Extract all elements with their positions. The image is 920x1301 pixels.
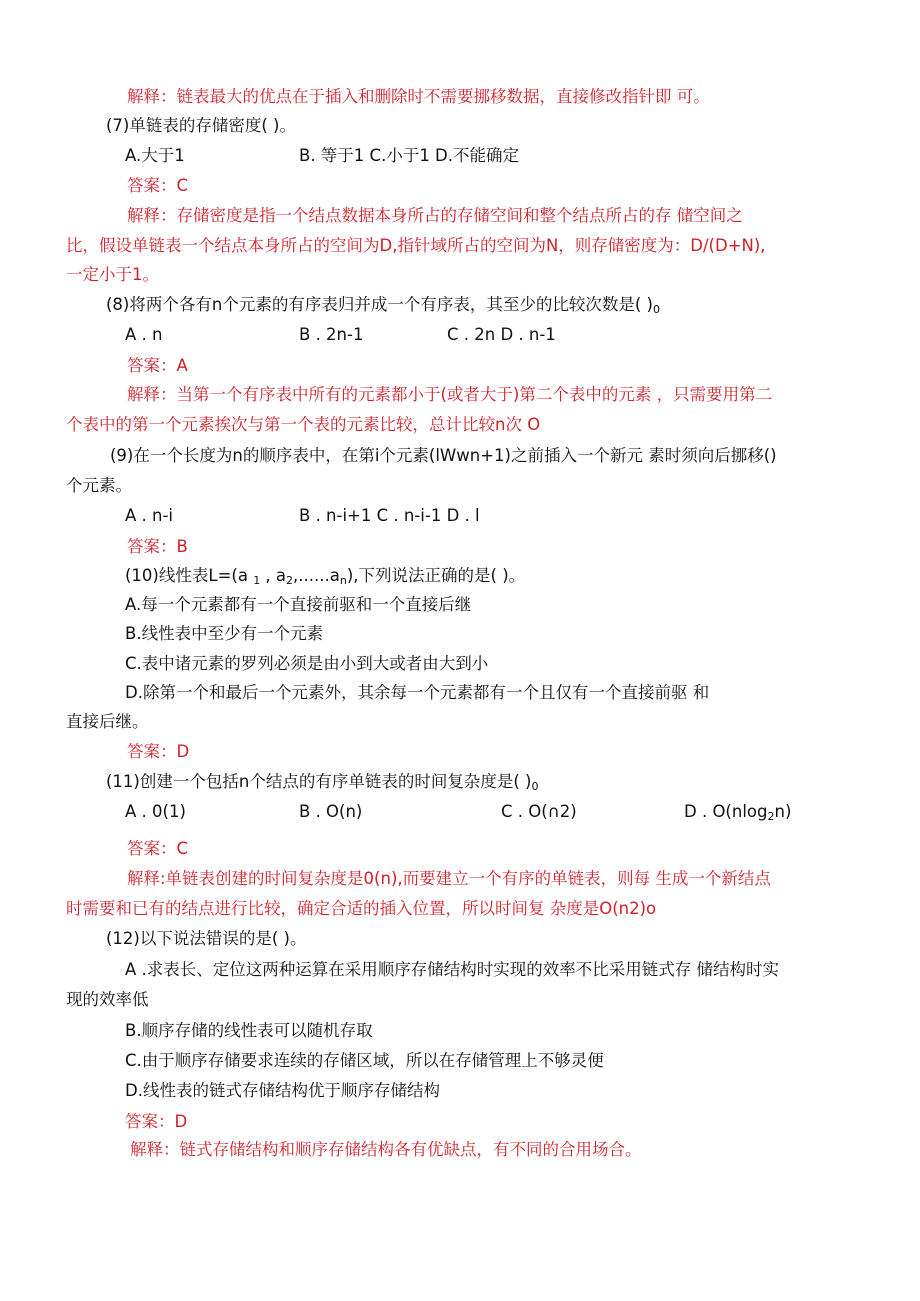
q7-option-a: A.大于1 [125,146,185,165]
q10-stem-mid-2: ,......a [293,566,340,585]
q11-stem-text: (11)创建一个包括n个结点的有序单链表的时间复杂度是( ) [106,772,532,791]
q11-options [125,801,792,823]
q8-explanation-line-1: 解释：当第一个有序表中所有的元素都小于(或者大于)第二个表中的元素 ，只需要用第二 [127,385,773,404]
q7-explanation-line-1: 解释：存储密度是指一个结点数据本身所占的存储空间和整个结点所占的存 储空间之 [127,206,743,225]
q11-option-d-pre: D . O(nlog [684,802,768,821]
q11-option-d-post: n) [774,802,792,821]
q8-answer: 答案：A [127,356,188,375]
q7-explanation-line-3: 一定小于1。 [66,265,159,284]
q9-stem-line-1: (9)在一个长度为n的顺序表中，在第i个元素(lWwn+1)之前插入一个新元 素时须向后挪移() [110,446,777,465]
q11-option-b: B . O(n) [299,802,363,821]
q10-option-a: A.每一个元素都有一个直接前驱和一个直接后继 [125,595,472,614]
q12-explanation: 解释：链式存储结构和顺序存储结构各有优缺点，有不同的合用场合。 [130,1140,642,1159]
q11-option-a: A . 0(1) [125,802,186,821]
q9-options [125,505,480,527]
q10-option-b: B.线性表中至少有一个元素 [125,624,324,643]
q9-option-bcd: B . n-i+1 C . n-i-1 D . l [299,506,480,525]
q9-option-a: A . n-i [125,506,174,525]
q10-sub-2: 2 [286,574,294,587]
q11-option-c: C . O(∩2) [501,802,577,821]
q10-stem [125,565,525,592]
q12-option-a-line-2: 现的效率低 [66,990,149,1009]
q12-option-c: C.由于顺序存储要求连续的存储区域，所以在存储管理上不够灵便 [125,1051,604,1070]
q9-stem-line-2: 个元素。 [66,476,132,495]
q7-answer: 答案：C [127,176,189,195]
q8-stem-text: (8)将两个各有n个元素的有序表归并成一个有序表，其至少的比较次数是( ) [106,295,653,314]
q7-options [125,145,520,167]
q8-explanation-line-2: 个表中的第一个元素挨次与第一个表的元素比较，总计比较n次 O [66,415,541,434]
q11-stem-end: 0 [531,780,539,793]
q11-option-d [684,801,791,828]
q8-option-a: A . n [125,325,163,344]
q10-sub-1: 1 [253,574,261,587]
q10-option-d-line-1: D.除第一个和最后一个元素外，其余每一个元素都有一个且仅有一个直接前驱 和 [125,683,710,702]
q12-answer: 答案：D [125,1112,188,1131]
q11-explanation-line-2: 时需要和已有的结点进行比较，确定合适的插入位置，所以时间复 杂度是O(n2)o [66,899,657,918]
q8-stem [106,294,660,321]
q7-explanation-line-2: 比，假设单链表一个结点本身所占的空间为D,指针域所占的空间为N，则存储密度为：D/(D+N), [66,236,766,255]
q12-option-a-line-1: A .求表长、定位这两种运算在采用顺序存储结构时实现的效率不比采用链式存 储结构时实 [125,960,780,979]
q8-stem-end: 0 [652,303,660,316]
q12-option-b: B.顺序存储的线性表可以随机存取 [125,1021,373,1040]
q11-explanation-line-1: 解释:单链表创建的时间复杂度是0(n),而要建立一个有序的单链表，则每 生成一个新结点 [127,869,771,888]
q10-stem-mid-1: , a [260,566,287,585]
q12-option-d: D.线性表的链式存储结构优于顺序存储结构 [125,1081,440,1100]
q10-stem-post: ),下列说法正确的是( )。 [346,566,526,585]
q10-sub-n: n [339,574,347,587]
q9-answer: 答案：B [127,537,188,556]
q8-option-b: B . 2n-1 [299,325,364,344]
q10-option-c: C.表中诸元素的罗列必须是由小到大或者由大到小 [125,654,489,673]
q11-stem [106,771,538,798]
q10-option-d-line-2: 直接后继。 [66,712,149,731]
q10-stem-pre: (10)线性表L=(a [125,566,254,585]
q7-stem: (7)单链表的存储密度( )。 [106,116,296,135]
q11-answer: 答案：C [127,839,189,858]
q12-stem: (12)以下说法错误的是( )。 [106,929,307,948]
q7-option-bcd: B. 等于1 C.小于1 D.不能确定 [299,146,520,165]
q11-option-d-sub: 2 [767,810,775,823]
q10-answer: 答案：D [127,742,190,761]
q8-options [125,324,556,346]
q8-option-cd: C . 2n D . n-1 [447,325,556,344]
q6-explanation: 解释：链表最大的优点在于插入和删除时不需要挪移数据，直接修改指针即 可。 [127,87,710,106]
